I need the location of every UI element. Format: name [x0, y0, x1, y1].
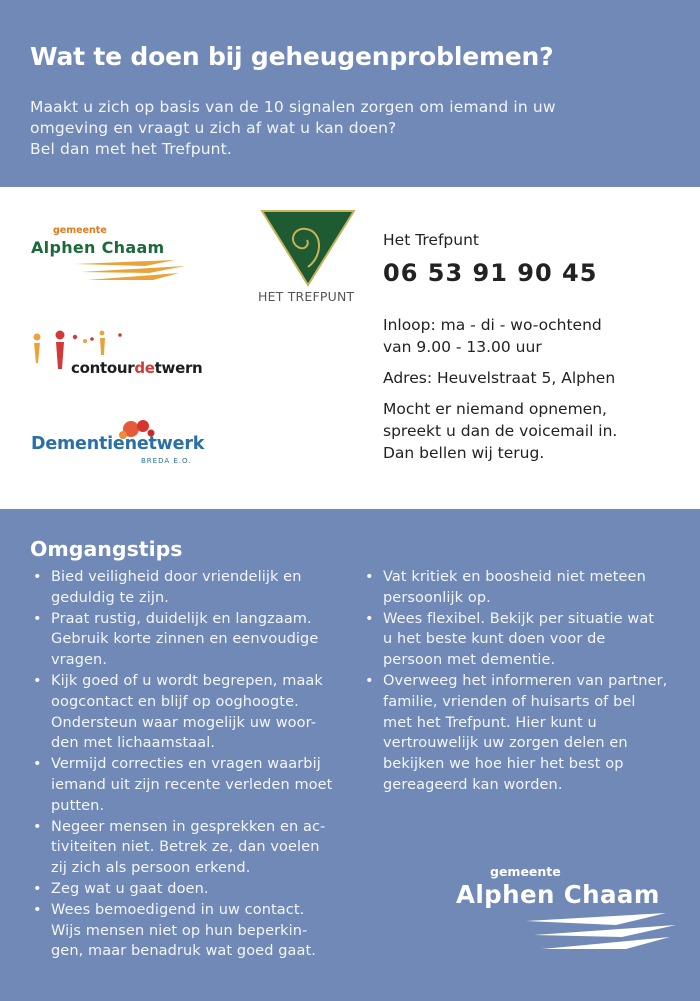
- list-item: [363, 671, 693, 796]
- tip-line: • Wees bemoedigend in uw contact.: [51, 901, 305, 918]
- list-item: [31, 900, 356, 962]
- page-title: Wat te doen bij geheugenproblemen?: [30, 42, 554, 71]
- contact-name: Het Trefpunt: [383, 231, 479, 249]
- intro-line: Bel dan met het Trefpunt.: [30, 140, 232, 158]
- contourdetwern-wordmark: [71, 359, 202, 377]
- tip-line: vragen.: [51, 652, 108, 669]
- tip-line: • Vat kritiek en boosheid niet meteen: [383, 569, 646, 585]
- voicemail-note: [383, 398, 683, 464]
- note-line: Mocht er niemand opnemen,: [383, 400, 607, 418]
- list-item: [31, 671, 356, 754]
- tip-line: oogcontact en blijf op ooghoogte.: [51, 693, 299, 710]
- contact-section: [0, 187, 700, 509]
- trefpunt-caption: HET TREFPUNT: [258, 289, 355, 304]
- tip-line: putten.: [51, 797, 105, 814]
- tip-line: • Praat rustig, duidelijk en langzaam.: [51, 610, 312, 627]
- wing-stripes-icon: [75, 258, 185, 284]
- tip-line: familie, vrienden of huisarts of bel: [383, 693, 636, 710]
- footer-logo-big-text: Alphen Chaam: [456, 880, 660, 909]
- note-line: spreekt u dan de voicemail in.: [383, 422, 618, 440]
- intro-line: Maakt u zich op basis van de 10 signalen zorgen om iemand in uw: [30, 98, 556, 116]
- tip-line: gen, maar benadruk wat goed gaat.: [51, 943, 316, 960]
- address: Adres: Heuvelstraat 5, Alphen: [383, 369, 616, 387]
- tip-line: • Overweeg het informeren van partner,: [383, 672, 668, 689]
- wordmark-part: twern: [154, 359, 203, 377]
- contourdetwern-logo: [30, 329, 210, 381]
- intro-text: [30, 97, 670, 160]
- phone-number: 06 53 91 90 45: [383, 259, 598, 287]
- hours-line: van 9.00 - 13.00 uur: [383, 338, 542, 356]
- tip-line: • Wees flexibel. Bekijk per situatie wat: [383, 610, 655, 627]
- list-item: [31, 879, 356, 900]
- trefpunt-logo: [258, 209, 368, 309]
- list-item: [31, 567, 356, 609]
- tip-line: • Vermijd correcties en vragen waarbij: [51, 756, 321, 773]
- tip-line: iemand uit zijn recente verleden moet: [51, 776, 333, 793]
- tip-line: persoon met dementie.: [383, 652, 556, 669]
- tip-line: • Bied veiligheid door vriendelijk en: [51, 569, 302, 585]
- intro-line: omgeving en vraagt u zich af wat u kan doen?: [30, 119, 397, 137]
- tip-line: met het Trefpunt. Hier kunt u: [383, 714, 597, 731]
- dementienetwerk-wordmark: Dementienetwerk: [31, 434, 205, 454]
- note-line: Dan bellen wij terug.: [383, 444, 545, 462]
- footer-logo-small-text: gemeente: [490, 864, 561, 879]
- tips-list-left: [31, 567, 356, 962]
- tip-line: Ondersteun waar mogelijk uw woor-: [51, 714, 317, 731]
- opening-hours: [383, 314, 683, 358]
- tip-line: tiviteiten niet. Betrek ze, dan voelen: [51, 839, 320, 856]
- tip-line: Gebruik korte zinnen en eenvoudige: [51, 631, 319, 648]
- tip-line: • Kijk goed of u wordt begrepen, maak: [51, 672, 323, 689]
- tip-line: den met lichaamstaal.: [51, 735, 216, 752]
- tip-line: gereageerd kan worden.: [383, 776, 563, 793]
- tip-line: vertrouwelijk uw zorgen delen en: [383, 735, 628, 752]
- tip-line: zij zich als persoon erkend.: [51, 860, 251, 877]
- wordmark-part: contour: [71, 359, 135, 377]
- alphen-chaam-logo: [31, 225, 191, 285]
- tip-line: u het beste kunt doen voor de: [383, 631, 606, 648]
- tip-line: • Negeer mensen in gesprekken en ac-: [51, 818, 326, 835]
- hours-line: Inloop: ma - di - wo-ochtend: [383, 316, 602, 334]
- header-section: [0, 0, 700, 187]
- list-item: [31, 609, 356, 671]
- tip-line: geduldig te zijn.: [51, 589, 169, 606]
- logo-big-text: Alphen Chaam: [31, 238, 165, 257]
- tips-list-right: [363, 567, 693, 796]
- tips-section: [0, 509, 700, 1001]
- dementienetwerk-subtitle: BREDA E.O.: [141, 457, 192, 465]
- tip-line: bekijken we hoe hier het best op: [383, 756, 624, 773]
- contact-details: [383, 231, 683, 464]
- tip-line: persoonlijk op.: [383, 589, 491, 606]
- tip-line: • Zeg wat u gaat doen.: [51, 880, 209, 897]
- tips-title: Omgangstips: [30, 537, 183, 561]
- footer-alphen-chaam-logo: [456, 861, 686, 961]
- list-item: [31, 754, 356, 816]
- triangle-spiral-icon: [258, 209, 358, 287]
- wordmark-part: de: [134, 359, 155, 377]
- logo-small-text: gemeente: [53, 225, 107, 236]
- list-item: [363, 567, 693, 609]
- wing-stripes-icon: [526, 911, 676, 955]
- list-item: [363, 609, 693, 671]
- list-item: [31, 817, 356, 879]
- dementienetwerk-logo: [31, 417, 211, 467]
- tip-line: Wijs mensen niet op hun beperkin-: [51, 922, 308, 939]
